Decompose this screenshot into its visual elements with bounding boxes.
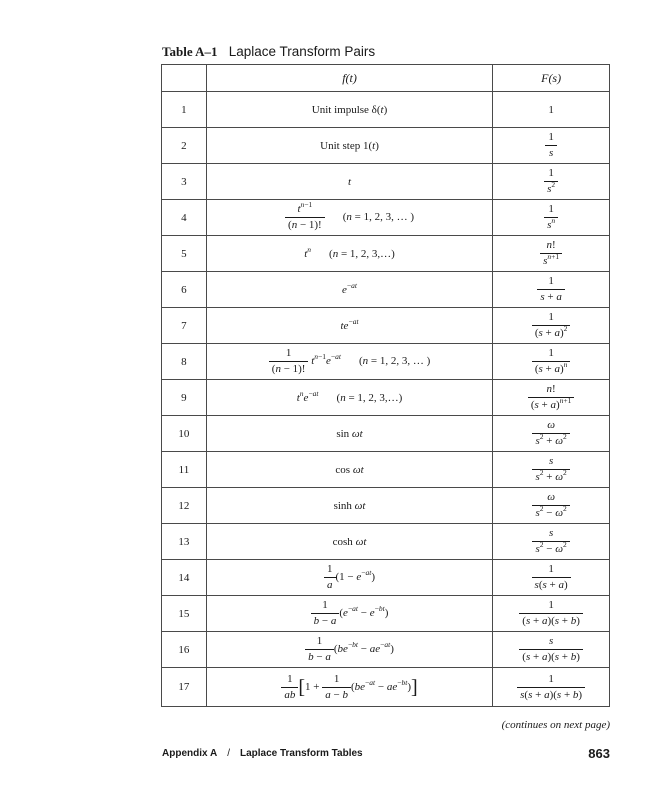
- time-function: $t^n$ (n = 1, 2, 3,…): [206, 236, 492, 272]
- row-number: 9: [162, 380, 207, 416]
- row-number: 6: [162, 272, 207, 308]
- table-label: Table A–1: [162, 44, 218, 59]
- appendix-label: Appendix A: [162, 748, 218, 759]
- transform: $\frac{\omega}{s^2 + \omega^2}$: [493, 416, 610, 452]
- transform: $\frac{s}{(s + a)(s + b)}$: [493, 632, 610, 668]
- table-row: [162, 668, 610, 707]
- transform: $\frac{1}{s^n}$: [493, 200, 610, 236]
- table-row: [162, 344, 610, 380]
- table-header-row: [162, 65, 610, 92]
- transform: $\frac{1}{(s + a)^2}$: [493, 308, 610, 344]
- time-function: sin ωt: [206, 416, 492, 452]
- running-footer: [162, 748, 363, 759]
- table-row: [162, 164, 610, 200]
- header-time-function: f(t): [206, 65, 492, 92]
- row-number: 12: [162, 488, 207, 524]
- transform: 1: [493, 92, 610, 128]
- transform: $\frac{\omega}{s^2 - \omega^2}$: [493, 488, 610, 524]
- time-function: Unit step 1(t): [206, 128, 492, 164]
- table-row: [162, 488, 610, 524]
- time-function: $t^ne^{-at}$ (n = 1, 2, 3,…): [206, 380, 492, 416]
- table-row: [162, 272, 610, 308]
- header-blank: [162, 65, 207, 92]
- transform: $\frac{n!}{s^{n+1}}$: [493, 236, 610, 272]
- transform: $\frac{s}{s^2 - \omega^2}$: [493, 524, 610, 560]
- row-number: 3: [162, 164, 207, 200]
- transform: $\frac{s}{s^2 + \omega^2}$: [493, 452, 610, 488]
- time-function: Unit impulse δ(t): [206, 92, 492, 128]
- time-function: $e^{-at}$: [206, 272, 492, 308]
- time-function: $\frac{1}{b - a}$ $(be^{-bt} - ae^{-at})$: [206, 632, 492, 668]
- transform: $\frac{1}{s^2}$: [493, 164, 610, 200]
- table-row: [162, 308, 610, 344]
- transform: $\frac{1}{(s + a)(s + b)}$: [493, 596, 610, 632]
- table-row: [162, 416, 610, 452]
- time-function: $\frac{1}{b - a}$ $(e^{-at} - e^{-bt})$: [206, 596, 492, 632]
- time-function: $\frac{1}{(n - 1)!}$ $t^{n-1}e^{-at}$ (n = 1, 2, 3, … ): [206, 344, 492, 380]
- row-number: 16: [162, 632, 207, 668]
- row-number: 10: [162, 416, 207, 452]
- time-function: t: [206, 164, 492, 200]
- transform: $\frac{1}{s}$: [493, 128, 610, 164]
- time-function: $te^{-at}$: [206, 308, 492, 344]
- row-number: 15: [162, 596, 207, 632]
- table-row: [162, 380, 610, 416]
- footer-separator: /: [227, 748, 230, 759]
- continuation-note: (continues on next page): [501, 719, 610, 731]
- time-function: $\frac{1}{a}$ $(1 - e^{-at})$: [206, 560, 492, 596]
- row-number: 4: [162, 200, 207, 236]
- transform: $\frac{1}{s(s + a)}$: [493, 560, 610, 596]
- row-number: 11: [162, 452, 207, 488]
- time-function: cos ωt: [206, 452, 492, 488]
- table-row: [162, 92, 610, 128]
- table-row: [162, 596, 610, 632]
- time-function: cosh ωt: [206, 524, 492, 560]
- table-row: [162, 560, 610, 596]
- laplace-table: [161, 64, 610, 707]
- row-number: 8: [162, 344, 207, 380]
- header-transform: F(s): [493, 65, 610, 92]
- table-title: Laplace Transform Pairs: [228, 44, 376, 59]
- transform: $\frac{1}{s + a}$: [493, 272, 610, 308]
- time-function: $\frac{t^{n-1}}{(n - 1)!}$ (n = 1, 2, 3, … ): [206, 200, 492, 236]
- transform: $\frac{1}{s(s + a)(s + b)}$: [493, 668, 610, 707]
- table-row: [162, 452, 610, 488]
- table-row: [162, 128, 610, 164]
- row-number: 5: [162, 236, 207, 272]
- transform: $\frac{1}{(s + a)^n}$: [493, 344, 610, 380]
- appendix-title: Laplace Transform Tables: [239, 748, 363, 759]
- time-function: sinh ωt: [206, 488, 492, 524]
- row-number: 7: [162, 308, 207, 344]
- row-number: 17: [162, 668, 207, 707]
- table-row: [162, 524, 610, 560]
- table-row: [162, 632, 610, 668]
- table-caption: [162, 44, 375, 60]
- row-number: 1: [162, 92, 207, 128]
- row-number: 2: [162, 128, 207, 164]
- table-row: [162, 200, 610, 236]
- row-number: 14: [162, 560, 207, 596]
- page-number: 863: [588, 746, 610, 761]
- row-number: 13: [162, 524, 207, 560]
- time-function: $\frac{1}{ab}$ [1 + $\frac{1}{a - b}$ $(be^{-at} - ae^{-bt})$]: [206, 668, 492, 707]
- table-row: [162, 236, 610, 272]
- transform: $\frac{n!}{(s + a)^{n+1}}$: [493, 380, 610, 416]
